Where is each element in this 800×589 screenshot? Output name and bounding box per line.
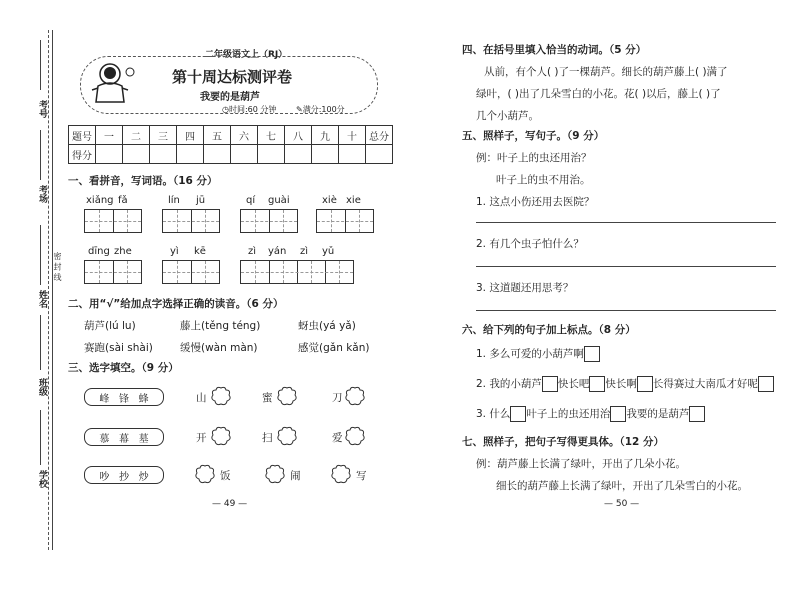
flower-answer-box[interactable] <box>330 464 352 484</box>
q2-title: 二、用“√”给加点字选择正确的读音。（6 分） <box>68 298 284 310</box>
q6-title: 六、给下列的句子加上标点。（8 分） <box>462 324 636 336</box>
pinyin: lín <box>168 195 180 206</box>
score-table <box>68 125 393 164</box>
sentence-text: 叶子上的虫还用治 <box>526 408 611 420</box>
binding-line <box>52 30 53 550</box>
score-cell[interactable] <box>177 145 204 164</box>
margin-label-class: 班级 <box>37 378 47 396</box>
score-label <box>296 104 345 115</box>
score-cell[interactable] <box>204 145 231 164</box>
flower-answer-box[interactable] <box>344 386 366 406</box>
sentence-text: 1. 多么可爱的小葫芦啊 <box>476 348 584 360</box>
punctuation-box[interactable] <box>637 376 653 392</box>
option-char: 蜂 <box>138 393 149 405</box>
flower-answer-box[interactable] <box>210 386 232 406</box>
table-header-cell: 十 <box>339 126 366 145</box>
pronunciation-item[interactable]: 藤上(těng téng) <box>180 320 261 332</box>
q5-example: 例：叶子上的虫还用治？ <box>476 152 592 164</box>
writing-grid[interactable] <box>162 260 220 284</box>
pinyin: yì <box>170 246 179 257</box>
q5-item: 1. 这点小伤还用去医院？ <box>476 196 595 208</box>
word-prefix: 开 <box>196 432 207 444</box>
pronunciation-item[interactable]: 缓慢(wàn màn) <box>180 342 258 354</box>
answer-line[interactable] <box>476 310 776 311</box>
answer-line[interactable] <box>476 266 776 267</box>
school-blank[interactable] <box>40 410 41 465</box>
pinyin: zhe <box>114 246 132 257</box>
pinyin: yán <box>268 246 287 257</box>
q4-title: 四、在括号里填入恰当的动词。（5 分） <box>462 44 647 56</box>
punctuation-box[interactable] <box>584 346 600 362</box>
score-cell[interactable] <box>312 145 339 164</box>
sentence-text: 快长吧 <box>557 378 590 390</box>
sentence-text: 2. 我的小葫芦 <box>476 378 542 390</box>
option-char: 峰 <box>99 393 110 405</box>
pinyin: qí <box>246 195 256 206</box>
cartoon-illustration <box>84 60 140 108</box>
option-char: 炒 <box>138 471 149 483</box>
pronunciation-item[interactable]: 感觉(gǎn kǎn) <box>298 342 370 354</box>
q1-title: 一、看拼音，写词语。（16 分） <box>68 175 218 187</box>
table-row <box>69 126 393 145</box>
margin-label-name: 姓名 <box>37 290 47 308</box>
q6-sentence-1 <box>476 346 600 362</box>
exam-number-blank[interactable] <box>40 40 41 90</box>
pinyin: kē <box>194 246 206 257</box>
score-cell[interactable] <box>123 145 150 164</box>
pronunciation-item[interactable]: 蚜虫(yá yǎ) <box>298 320 356 332</box>
class-blank[interactable] <box>40 315 41 370</box>
margin-label-exam-room: 考场 <box>37 185 47 203</box>
q5-item: 2. 有几个虫子怕什么？ <box>476 238 584 250</box>
margin-label-exam-number: 考号 <box>37 100 47 118</box>
punctuation-box[interactable] <box>758 376 774 392</box>
flower-answer-box[interactable] <box>344 426 366 446</box>
pinyin: dīng <box>88 246 110 257</box>
score-cell[interactable] <box>339 145 366 164</box>
punctuation-box[interactable] <box>542 376 558 392</box>
page-number-left: — 49 — <box>212 499 248 509</box>
word-prefix: 扫 <box>262 432 273 444</box>
table-header-cell: 八 <box>285 126 312 145</box>
margin-label-seal: 密 封 线 <box>53 252 62 282</box>
flower-answer-box[interactable] <box>276 386 298 406</box>
edition-label: 二年级语文上（RJ） <box>205 50 288 60</box>
q7-example: 例：葫芦藤上长满了绿叶，开出了几朵小花。 <box>476 458 686 470</box>
punctuation-box[interactable] <box>589 376 605 392</box>
answer-line[interactable] <box>476 222 776 223</box>
table-row <box>69 145 393 164</box>
q7-title: 七、照样子，把句子写得更具体。（12 分） <box>462 436 665 448</box>
flower-answer-box[interactable] <box>210 426 232 446</box>
word-prefix: 刀 <box>332 392 343 404</box>
time-text: 时间:60 分钟 <box>228 105 277 114</box>
table-header-cell: 一 <box>96 126 123 145</box>
q4-line: 几个小葫芦。 <box>476 110 539 122</box>
flower-answer-box[interactable] <box>194 464 216 484</box>
table-header-cell: 三 <box>150 126 177 145</box>
table-header-cell: 总分 <box>366 126 393 145</box>
q4-line[interactable]: 绿叶，( )出了几朵雪白的小花。花( )以后，藤上( )了 <box>476 88 721 100</box>
punctuation-box[interactable] <box>610 406 626 422</box>
page-number-right: — 50 — <box>604 499 640 509</box>
pinyin: jū <box>196 195 206 206</box>
option-char: 抄 <box>118 471 129 483</box>
score-cell[interactable] <box>96 145 123 164</box>
sentence-text: 3. 什么 <box>476 408 511 420</box>
char-options <box>84 466 164 484</box>
table-header-cell: 六 <box>231 126 258 145</box>
pronunciation-item[interactable]: 赛跑(sài shài) <box>84 342 153 354</box>
q6-sentence-3 <box>476 406 705 422</box>
word-prefix: 爱 <box>332 432 343 444</box>
time-label <box>222 104 276 115</box>
option-char: 吵 <box>99 471 110 483</box>
pinyin: xiè <box>322 195 337 206</box>
writing-grid[interactable] <box>240 260 354 284</box>
char-options <box>84 388 164 406</box>
flower-answer-box[interactable] <box>276 426 298 446</box>
punctuation-box[interactable] <box>510 406 526 422</box>
table-header-cell: 九 <box>312 126 339 145</box>
writing-grid[interactable] <box>162 209 220 233</box>
page-title: 第十周达标测评卷 <box>172 68 293 86</box>
score-cell[interactable] <box>150 145 177 164</box>
q4-line[interactable]: 从前，有个人( )了一棵葫芦。细长的葫芦藤上( )满了 <box>484 66 728 78</box>
pencil-icon: ✎ <box>296 105 303 114</box>
pinyin: guài <box>268 195 290 206</box>
word-suffix: 闹 <box>290 470 301 482</box>
option-char: 墓 <box>138 433 149 445</box>
pronunciation-item[interactable]: 葫芦(lú lu) <box>84 320 136 332</box>
table-header-cell: 题号 <box>69 126 96 145</box>
sentence-text: 我要的是葫芦 <box>626 408 690 420</box>
q7-example-answer: 细长的葫芦藤上长满了绿叶，开出了几朵雪白的小花。 <box>496 480 748 492</box>
flower-answer-box[interactable] <box>264 464 286 484</box>
table-header-cell: 二 <box>123 126 150 145</box>
exam-room-blank[interactable] <box>40 130 41 180</box>
pinyin: yǔ <box>322 246 335 257</box>
pinyin: zì <box>300 246 309 257</box>
table-header-cell: 四 <box>177 126 204 145</box>
pinyin: xie <box>346 195 361 206</box>
pinyin: fǎ <box>118 195 128 206</box>
word-suffix: 写 <box>356 470 367 482</box>
score-cell[interactable] <box>231 145 258 164</box>
q6-sentence-2 <box>476 376 774 392</box>
score-text: 满分:100分 <box>302 105 345 114</box>
score-cell[interactable] <box>258 145 285 164</box>
q5-title: 五、照样子，写句子。（9 分） <box>462 130 605 142</box>
margin-label-school: 学校 <box>37 470 47 488</box>
word-prefix: 蜜 <box>262 392 273 404</box>
sentence-text: 快长啊 <box>605 378 637 390</box>
punctuation-box[interactable] <box>689 406 705 422</box>
word-prefix: 山 <box>196 392 207 404</box>
option-char: 锋 <box>118 393 129 405</box>
score-cell[interactable] <box>366 145 393 164</box>
score-cell[interactable] <box>285 145 312 164</box>
pinyin: zì <box>248 246 257 257</box>
q5-example-answer: 叶子上的虫不用治。 <box>496 174 591 186</box>
writing-grid[interactable] <box>84 209 142 233</box>
q5-item: 3. 这道题还用思考？ <box>476 282 574 294</box>
sentence-text: 长得赛过大南瓜才好呢 <box>652 378 758 390</box>
word-suffix: 饭 <box>220 470 231 482</box>
writing-grid[interactable] <box>84 260 142 284</box>
clock-icon: ◷ <box>222 105 229 114</box>
score-row-label: 得分 <box>69 145 96 164</box>
char-options <box>84 428 164 446</box>
option-char: 慕 <box>99 433 110 445</box>
option-char: 幕 <box>118 433 129 445</box>
writing-grid[interactable] <box>316 209 374 233</box>
table-header-cell: 五 <box>204 126 231 145</box>
name-blank[interactable] <box>40 225 41 285</box>
q3-title: 三、选字填空。（9 分） <box>68 362 179 374</box>
writing-grid[interactable] <box>240 209 298 233</box>
table-header-cell: 七 <box>258 126 285 145</box>
lesson-subtitle: 我要的是葫芦 <box>200 92 260 103</box>
pinyin: xiǎng <box>86 195 114 206</box>
